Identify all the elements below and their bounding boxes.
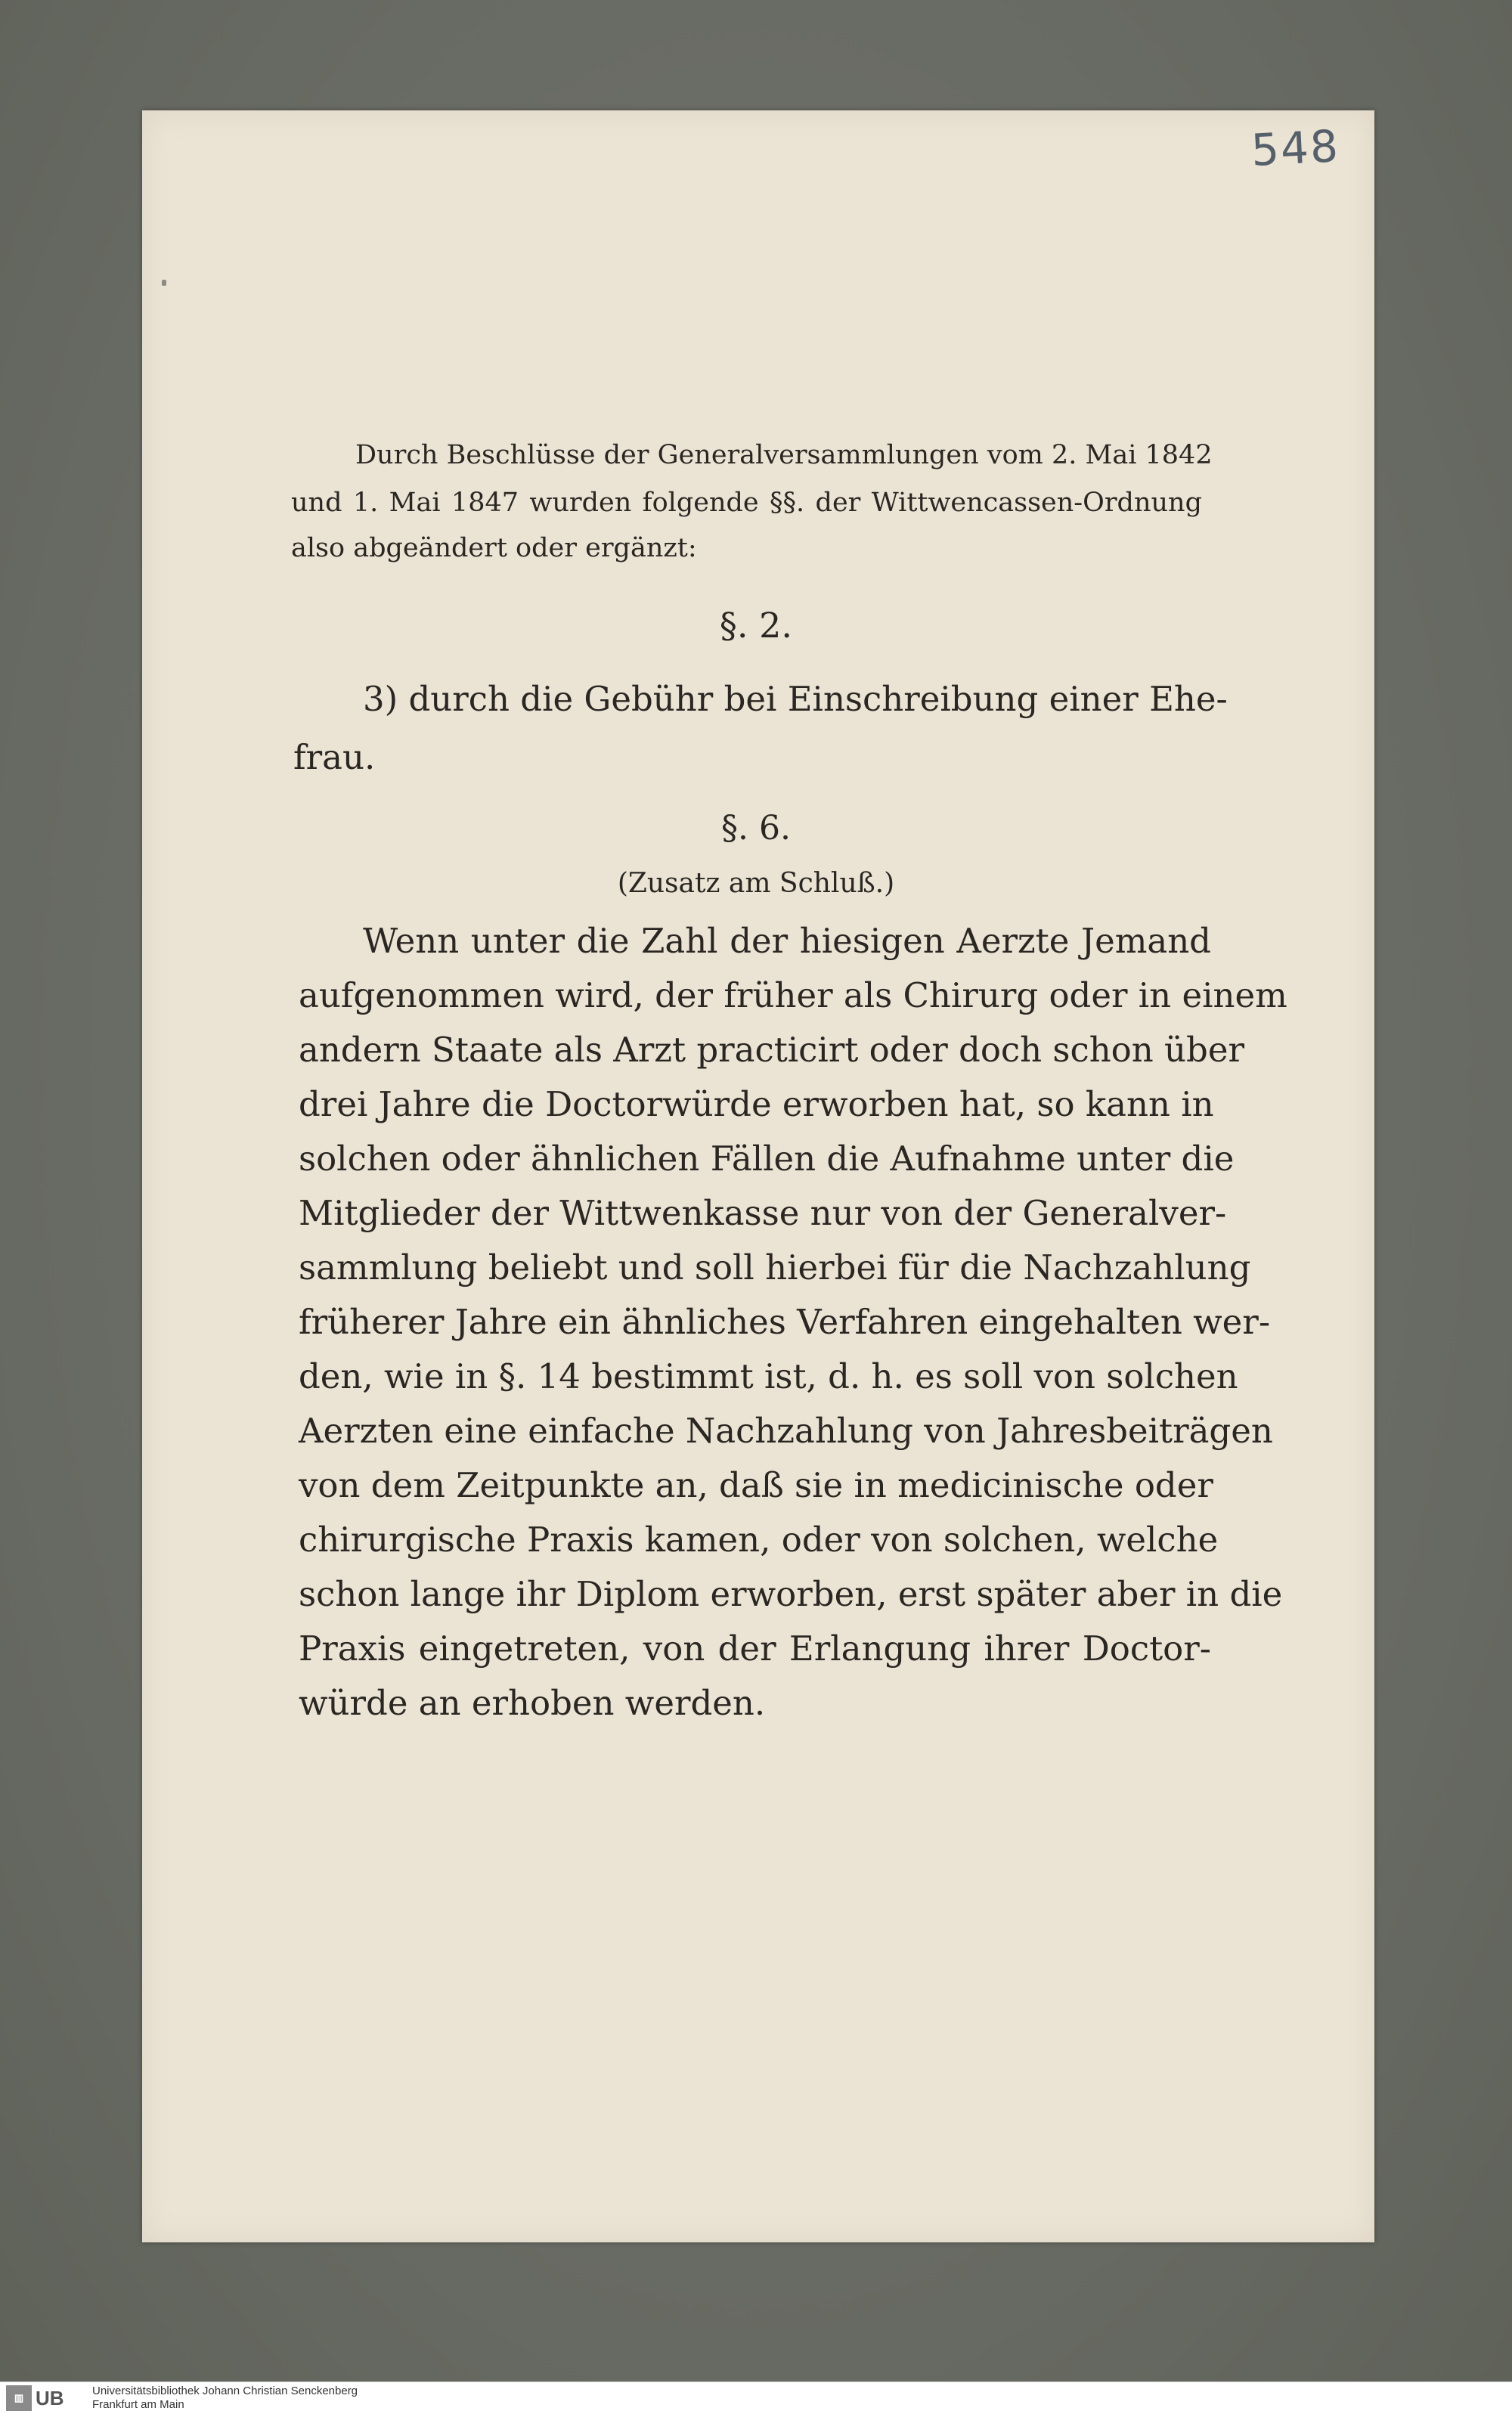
section-6-line-12: chirurgische Praxis kamen, oder von solchen, welche [299,1520,1219,1560]
section-6-line-8: früherer Jahre ein ähnliches Verfahren eingehalten wer- [299,1302,1271,1342]
section-6-line-15: würde an erhoben werden. [299,1683,766,1723]
handwritten-page-number: 548 [1250,119,1341,177]
library-logo-text: UB [36,2386,64,2409]
library-name [92,2385,358,2412]
section-6-line-2: aufgenommen wird, der früher als Chirurg oder in einem [299,975,1287,1015]
section-6-note: (Zusatz am Schluß.) [617,868,895,899]
intro-line-3: also abgeändert oder ergänzt: [291,533,697,563]
library-name-line-2: Frankfurt am Main [92,2398,184,2411]
library-name-line-1: Universitätsbibliothek Johann Christian Senckenberg [92,2385,358,2397]
library-footer [0,2381,1512,2414]
section-heading-6: §. 6. [721,809,791,848]
section-6-line-11: von dem Zeitpunkte an, daß sie in medicinische oder [299,1465,1213,1505]
section-6-line-3: andern Staate als Arzt practicirt oder doch schon über [299,1030,1244,1070]
section-6-line-9: den, wie in §. 14 bestimmt ist, d. h. es soll von solchen [299,1356,1238,1396]
section-6-line-1: Wenn unter die Zahl der hiesigen Aerzte Jemand [363,921,1211,961]
library-logo-mark: ▥ [6,2385,32,2411]
section-6-line-10: Aerzten eine einfache Nachzahlung von Jahresbeiträgen [299,1411,1273,1451]
section-6-line-7: sammlung beliebt und soll hierbei für die Nachzahlung [299,1247,1251,1288]
section-6-line-5: solchen oder ähnlichen Fällen die Aufnahme unter die [299,1139,1235,1179]
section-6-line-14: Praxis eingetreten, von der Erlangung ihrer Doctor- [299,1628,1211,1669]
section-6-line-13: schon lange ihr Diplom erworben, erst später aber in die [299,1574,1283,1614]
section-2-line-1: 3) durch die Gebühr bei Einschreibung einer Ehe- [363,679,1228,719]
section-6-line-4: drei Jahre die Doctorwürde erworben hat, so kann in [299,1084,1214,1124]
library-logo [6,2385,64,2411]
paper-speck [162,280,166,286]
section-2-line-2: frau. [293,737,376,777]
intro-line-2: und 1. Mai 1847 wurden folgende §§. der Wittwencassen-Ordnung [291,488,1202,518]
section-6-line-6: Mitglieder der Wittwenkasse nur von der Generalver- [299,1193,1227,1233]
section-heading-2: §. 2. [719,605,793,646]
intro-line-1: Durch Beschlüsse der Generalversammlungen vom 2. Mai 1842 [355,440,1213,470]
